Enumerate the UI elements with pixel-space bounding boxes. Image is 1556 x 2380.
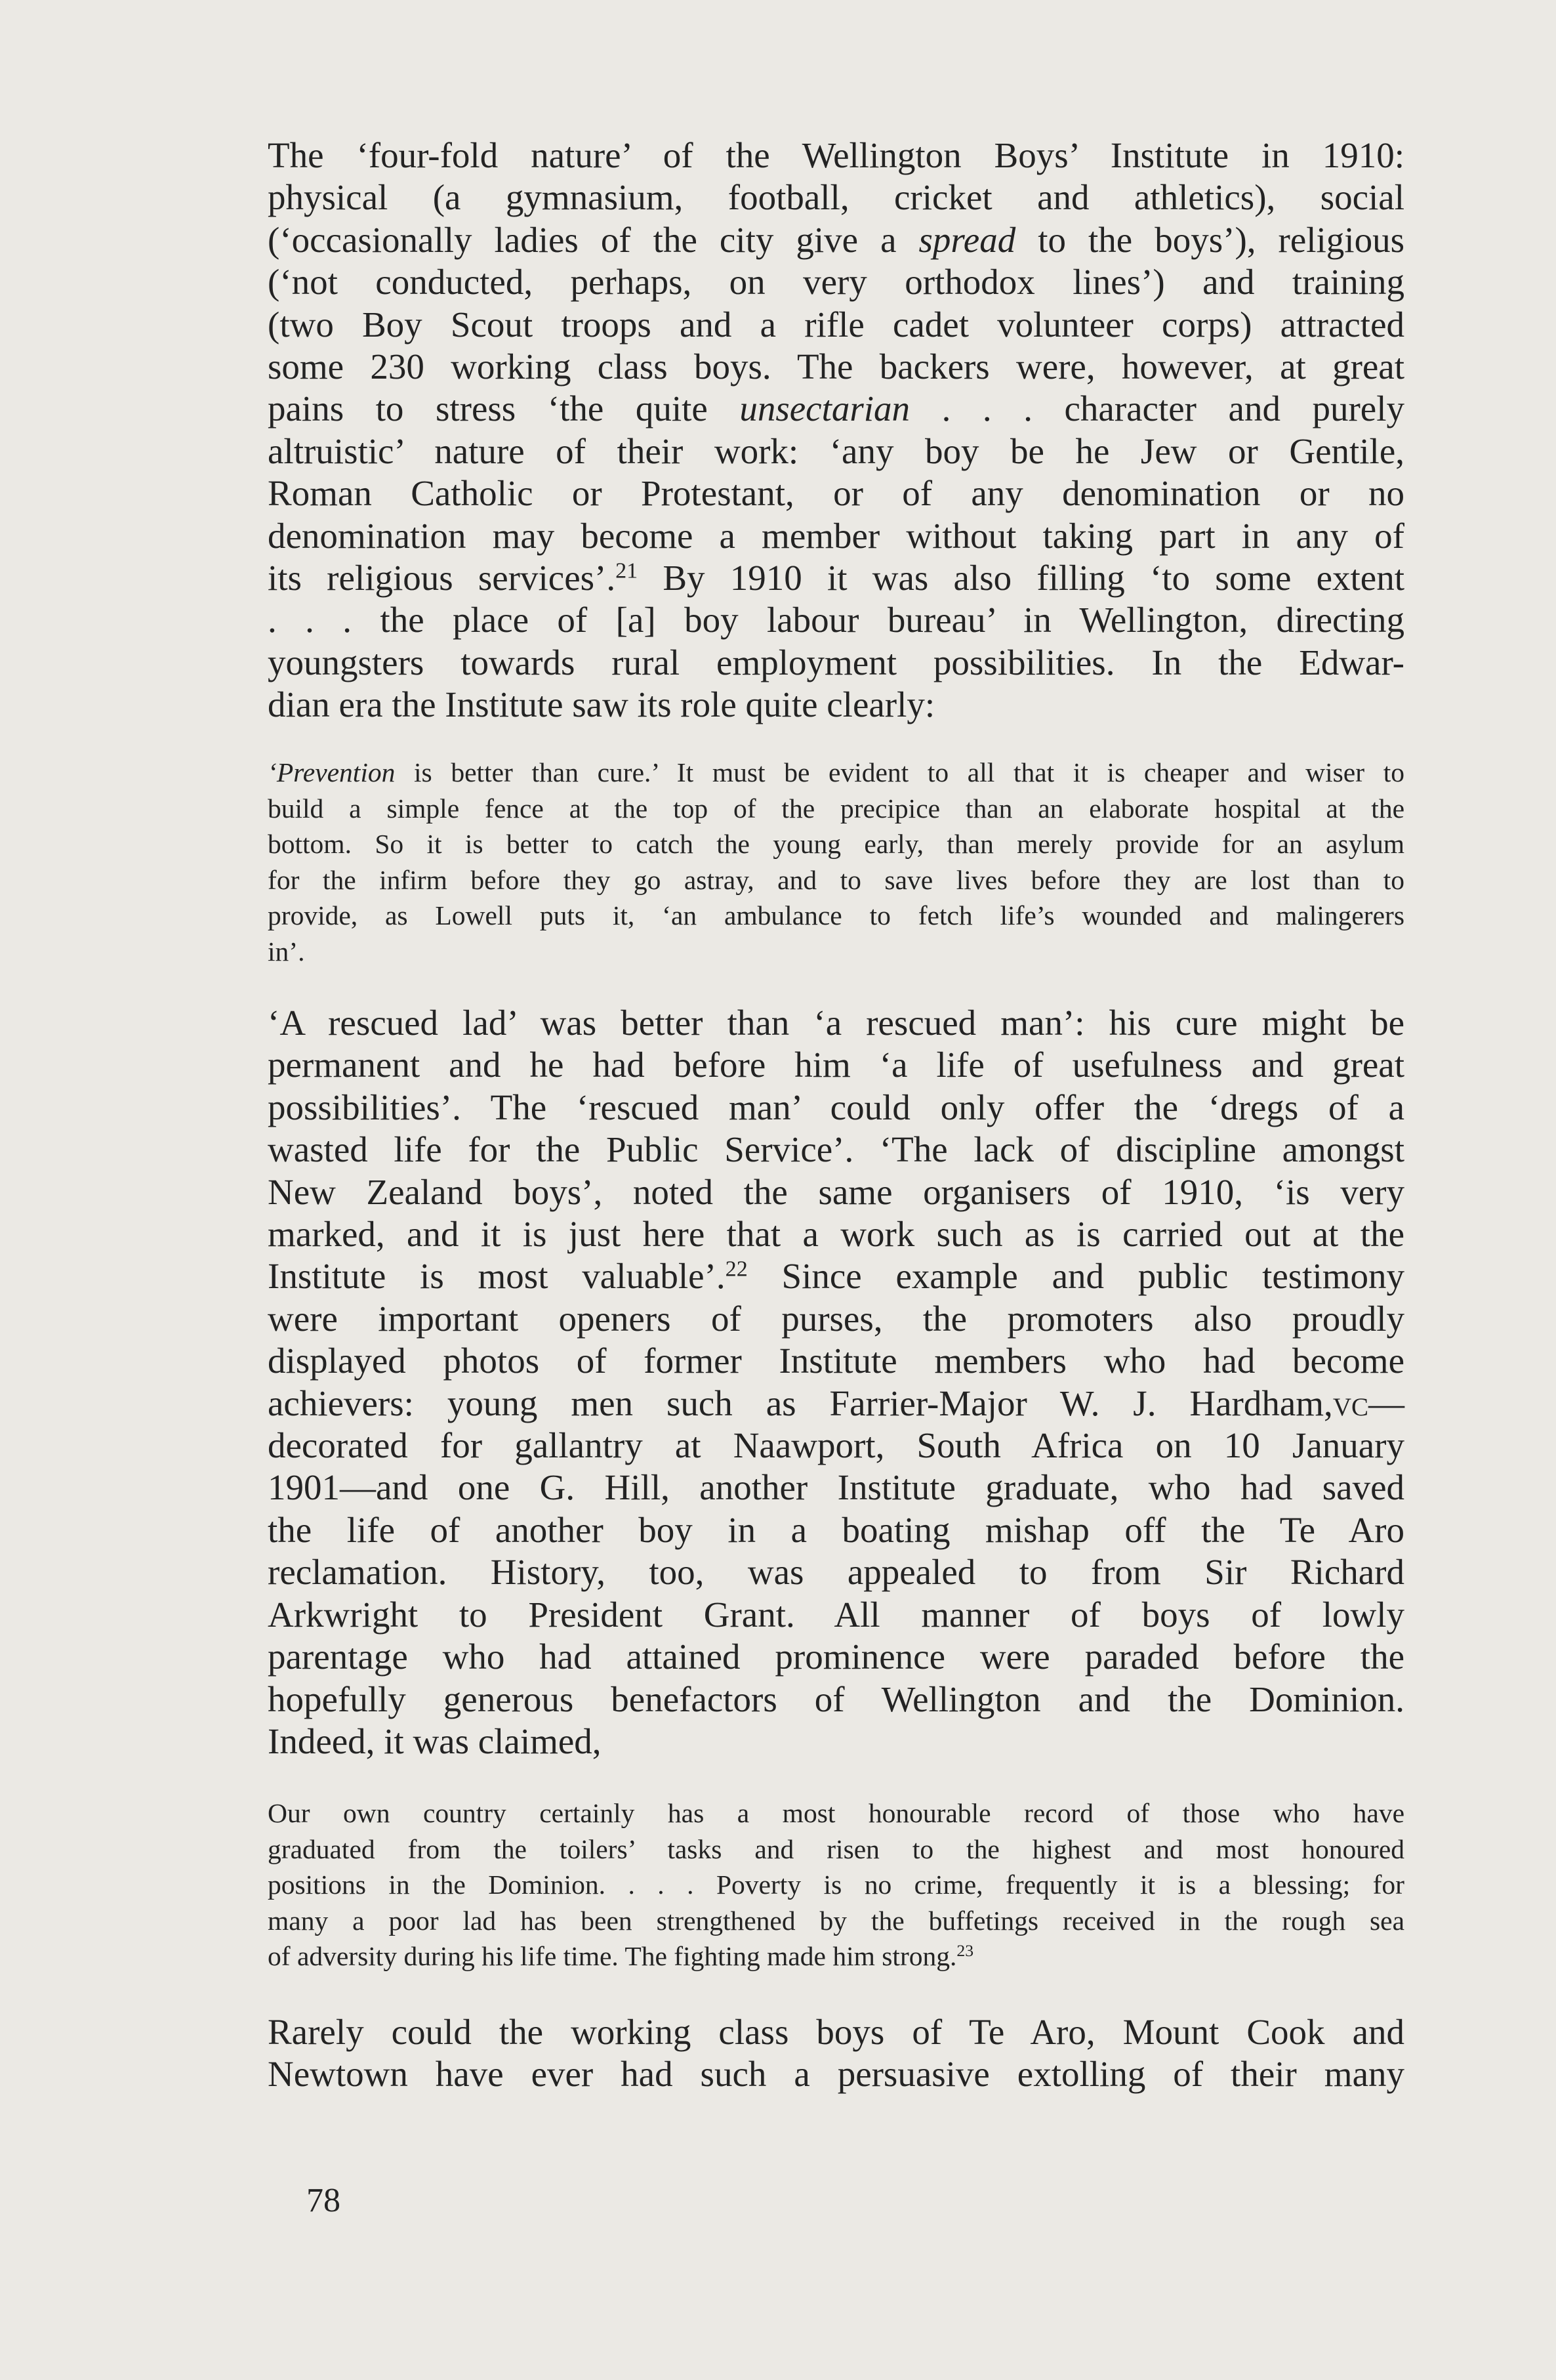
text-line: hopefully generous benefactors of Wellington and the Dominion. (268, 1679, 1404, 1719)
text-line: its religious services’.$^{21}$ By 1910 it was also filling ‘to some extent (268, 558, 1404, 598)
footnote-ref-23: 23 (956, 1941, 974, 1961)
footnote-ref-22: 22 (725, 1257, 748, 1282)
text-line: some 230 working class boys. The backers were, however, at great (268, 346, 1404, 387)
text-line: altruistic’ nature of their work: ‘any boy be he Jew or Gentile, (268, 430, 1404, 471)
text-line: New Zealand boys’, noted the same organisers of 1910, ‘is very (268, 1171, 1404, 1212)
text-line: 1901—and one G. Hill, another Institute graduate, who had saved (268, 1467, 1404, 1508)
text-line: Institute is most valuable’.$^{22}$ Since example and public testimony (268, 1256, 1405, 1297)
text-line: Indeed, it was claimed, (268, 1721, 602, 1761)
paragraph-1 (268, 135, 1404, 726)
quote-line: build a simple fence at the top of the precipice than an elaborate hospital at the (268, 793, 1404, 824)
quote-line: provide, as Lowell puts it, ‘an ambulance to fetch life’s wounded and malingerers (268, 900, 1404, 931)
text-line: ‘A rescued lad’ was better than ‘a rescued man’: his cure might be (268, 1003, 1404, 1043)
text-line: youngsters towards rural employment possibilities. In the Edwar- (268, 642, 1404, 682)
text-line: wasted life for the Public Service’. ‘The lack of discipline amongst (268, 1129, 1404, 1170)
block-quote-2 (268, 1795, 1404, 1974)
quote-line: of adversity during his life time. The fighting made him strong.$^{23}$ (268, 1941, 974, 1972)
italic-unsectarian: unsectarian (739, 388, 911, 429)
text-line: . . . the place of [a] boy labour bureau’ in Wellington, directing (268, 600, 1404, 640)
italic-prevention: ‘Prevention (268, 757, 396, 787)
paragraph-3 (268, 2011, 1404, 2096)
quote-line: in’. (268, 936, 305, 967)
text-line: The ‘four-fold nature’ of the Wellington Boys’ Institute in 1910: (268, 135, 1404, 175)
smallcaps-vc: vc (1332, 1383, 1368, 1423)
quote-line: bottom. So it is better to catch the young early, than merely provide for an asylum (268, 829, 1404, 860)
text-line: (‘occasionally ladies of the city give a spread to the boys’), religious (268, 219, 1404, 260)
text-line: decorated for gallantry at Naawport, South Africa on 10 January (268, 1425, 1404, 1466)
text-line: physical (a gymnasium, football, cricket and athletics), social (268, 177, 1404, 218)
text-line: the life of another boy in a boating mishap off the Te Aro (268, 1509, 1404, 1550)
text-line: possibilities’. The ‘rescued man’ could only offer the ‘dregs of a (268, 1087, 1404, 1127)
quote-line: graduated from the toilers’ tasks and risen to the highest and most honoured (268, 1833, 1404, 1864)
text-line: Arkwright to President Grant. All manner of boys of lowly (268, 1594, 1404, 1635)
quote-line: many a poor lad has been strengthened by the buffetings received in the rough sea (268, 1905, 1404, 1936)
text-line: reclamation. History, too, was appealed to from Sir Richard (268, 1552, 1404, 1593)
text-line: dian era the Institute saw its role quite clearly: (268, 684, 935, 725)
text-line: pains to stress ‘the quite unsectarian . . . character and purely (268, 388, 1405, 429)
text-line: Roman Catholic or Protestant, or of any denomination or no (268, 473, 1404, 514)
quote-line: Our own country certainly has a most honourable record of those who have (268, 1798, 1404, 1828)
text-line: Newtown have ever had such a persuasive extolling of their many (268, 2054, 1404, 2095)
block-quote-1 (268, 755, 1404, 970)
italic-spread: spread (918, 219, 1016, 260)
text-line: permanent and he had before him ‘a life of usefulness and great (268, 1045, 1404, 1085)
text-line: parentage who had attained prominence were paraded before the (268, 1637, 1404, 1677)
quote-line: for the infirm before they go astray, and to save lives before they are lost than to (268, 864, 1404, 895)
quote-line: ‘Prevention is better than cure.’ It must be evident to all that it is cheaper and wiser to (268, 757, 1404, 787)
text-line: Rarely could the working class boys of Te Aro, Mount Cook and (268, 2012, 1404, 2052)
text-line: achievers: young men such as Farrier-Major W. J. Hardham,vc— (268, 1383, 1404, 1423)
text-line: displayed photos of former Institute members who had become (268, 1341, 1404, 1381)
text-line: denomination may become a member without taking part in any of (268, 515, 1404, 556)
text-line: (two Boy Scout troops and a rifle cadet volunteer corps) attracted (268, 304, 1404, 344)
page-number: 78 (306, 2182, 340, 2219)
text-line: marked, and it is just here that a work such as is carried out at the (268, 1214, 1404, 1255)
quote-line: positions in the Dominion. . . . Poverty is no crime, frequently it is a blessing; for (268, 1869, 1404, 1900)
footnote-ref-21: 21 (615, 558, 638, 583)
text-line: were important openers of purses, the promoters also proudly (268, 1298, 1404, 1339)
paragraph-2 (268, 1002, 1404, 1763)
text-line: (‘not conducted, perhaps, on very orthodox lines’) and training (268, 262, 1404, 303)
